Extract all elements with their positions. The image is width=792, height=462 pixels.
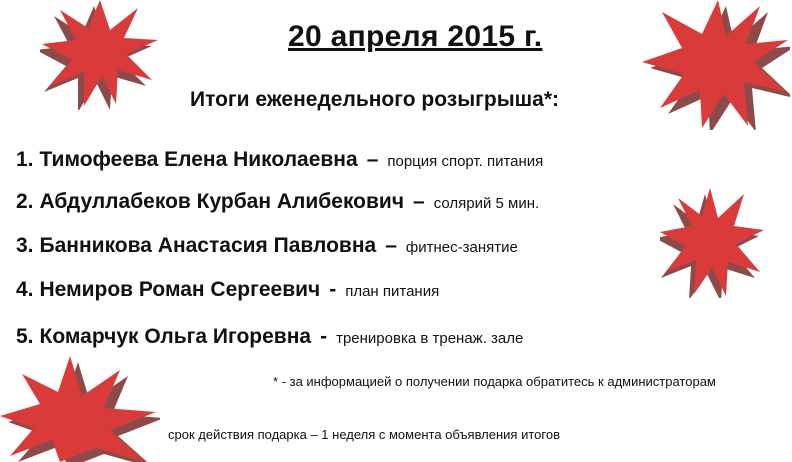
- winner-name: Тимофеева Елена Николаевна: [39, 148, 358, 171]
- winner-prize: план питания: [345, 283, 440, 300]
- gift-validity-note: срок действия подарка – 1 неделя с момента объявления итогов: [168, 427, 560, 442]
- winner-row: [16, 148, 543, 172]
- winner-row: [16, 190, 539, 214]
- results-heading: Итоги еженедельного розыгрыша*:: [190, 88, 559, 111]
- dash: –: [385, 234, 397, 257]
- winner-number: 4.: [16, 278, 34, 301]
- winner-name: Комарчук Ольга Игоревна: [39, 325, 312, 348]
- dash: -: [320, 325, 328, 348]
- winner-prize: тренировка в тренаж. зале: [336, 330, 524, 347]
- starburst-top-left: [40, 0, 160, 110]
- starburst-right: [660, 188, 764, 298]
- winner-number: 2.: [16, 190, 34, 213]
- winner-number: 3.: [16, 234, 34, 257]
- starburst-bottom-left: [0, 356, 160, 462]
- winner-row: [16, 278, 439, 302]
- winner-number: 1.: [16, 148, 34, 171]
- winner-prize: фитнес-занятие: [405, 239, 518, 256]
- dash: -: [329, 278, 337, 301]
- winner-prize: порция спорт. питания: [387, 153, 544, 170]
- winner-number: 5.: [16, 325, 34, 348]
- winner-name: Абдуллабеков Курбан Алибекович: [39, 190, 405, 213]
- dash: –: [413, 190, 425, 213]
- dash: –: [366, 148, 379, 171]
- winner-row: [16, 234, 518, 258]
- announcement-date: 20 апреля 2015 г.: [288, 20, 543, 53]
- starburst-top-right: [640, 0, 790, 130]
- winner-prize: солярий 5 мин.: [433, 195, 540, 212]
- winner-name: Немиров Роман Сергеевич: [39, 278, 321, 301]
- winner-name: Банникова Анастасия Павловна: [39, 234, 377, 257]
- footnote: * - за информацией о получении подарка обратитесь к администраторам: [273, 374, 716, 389]
- winner-row: [16, 325, 523, 349]
